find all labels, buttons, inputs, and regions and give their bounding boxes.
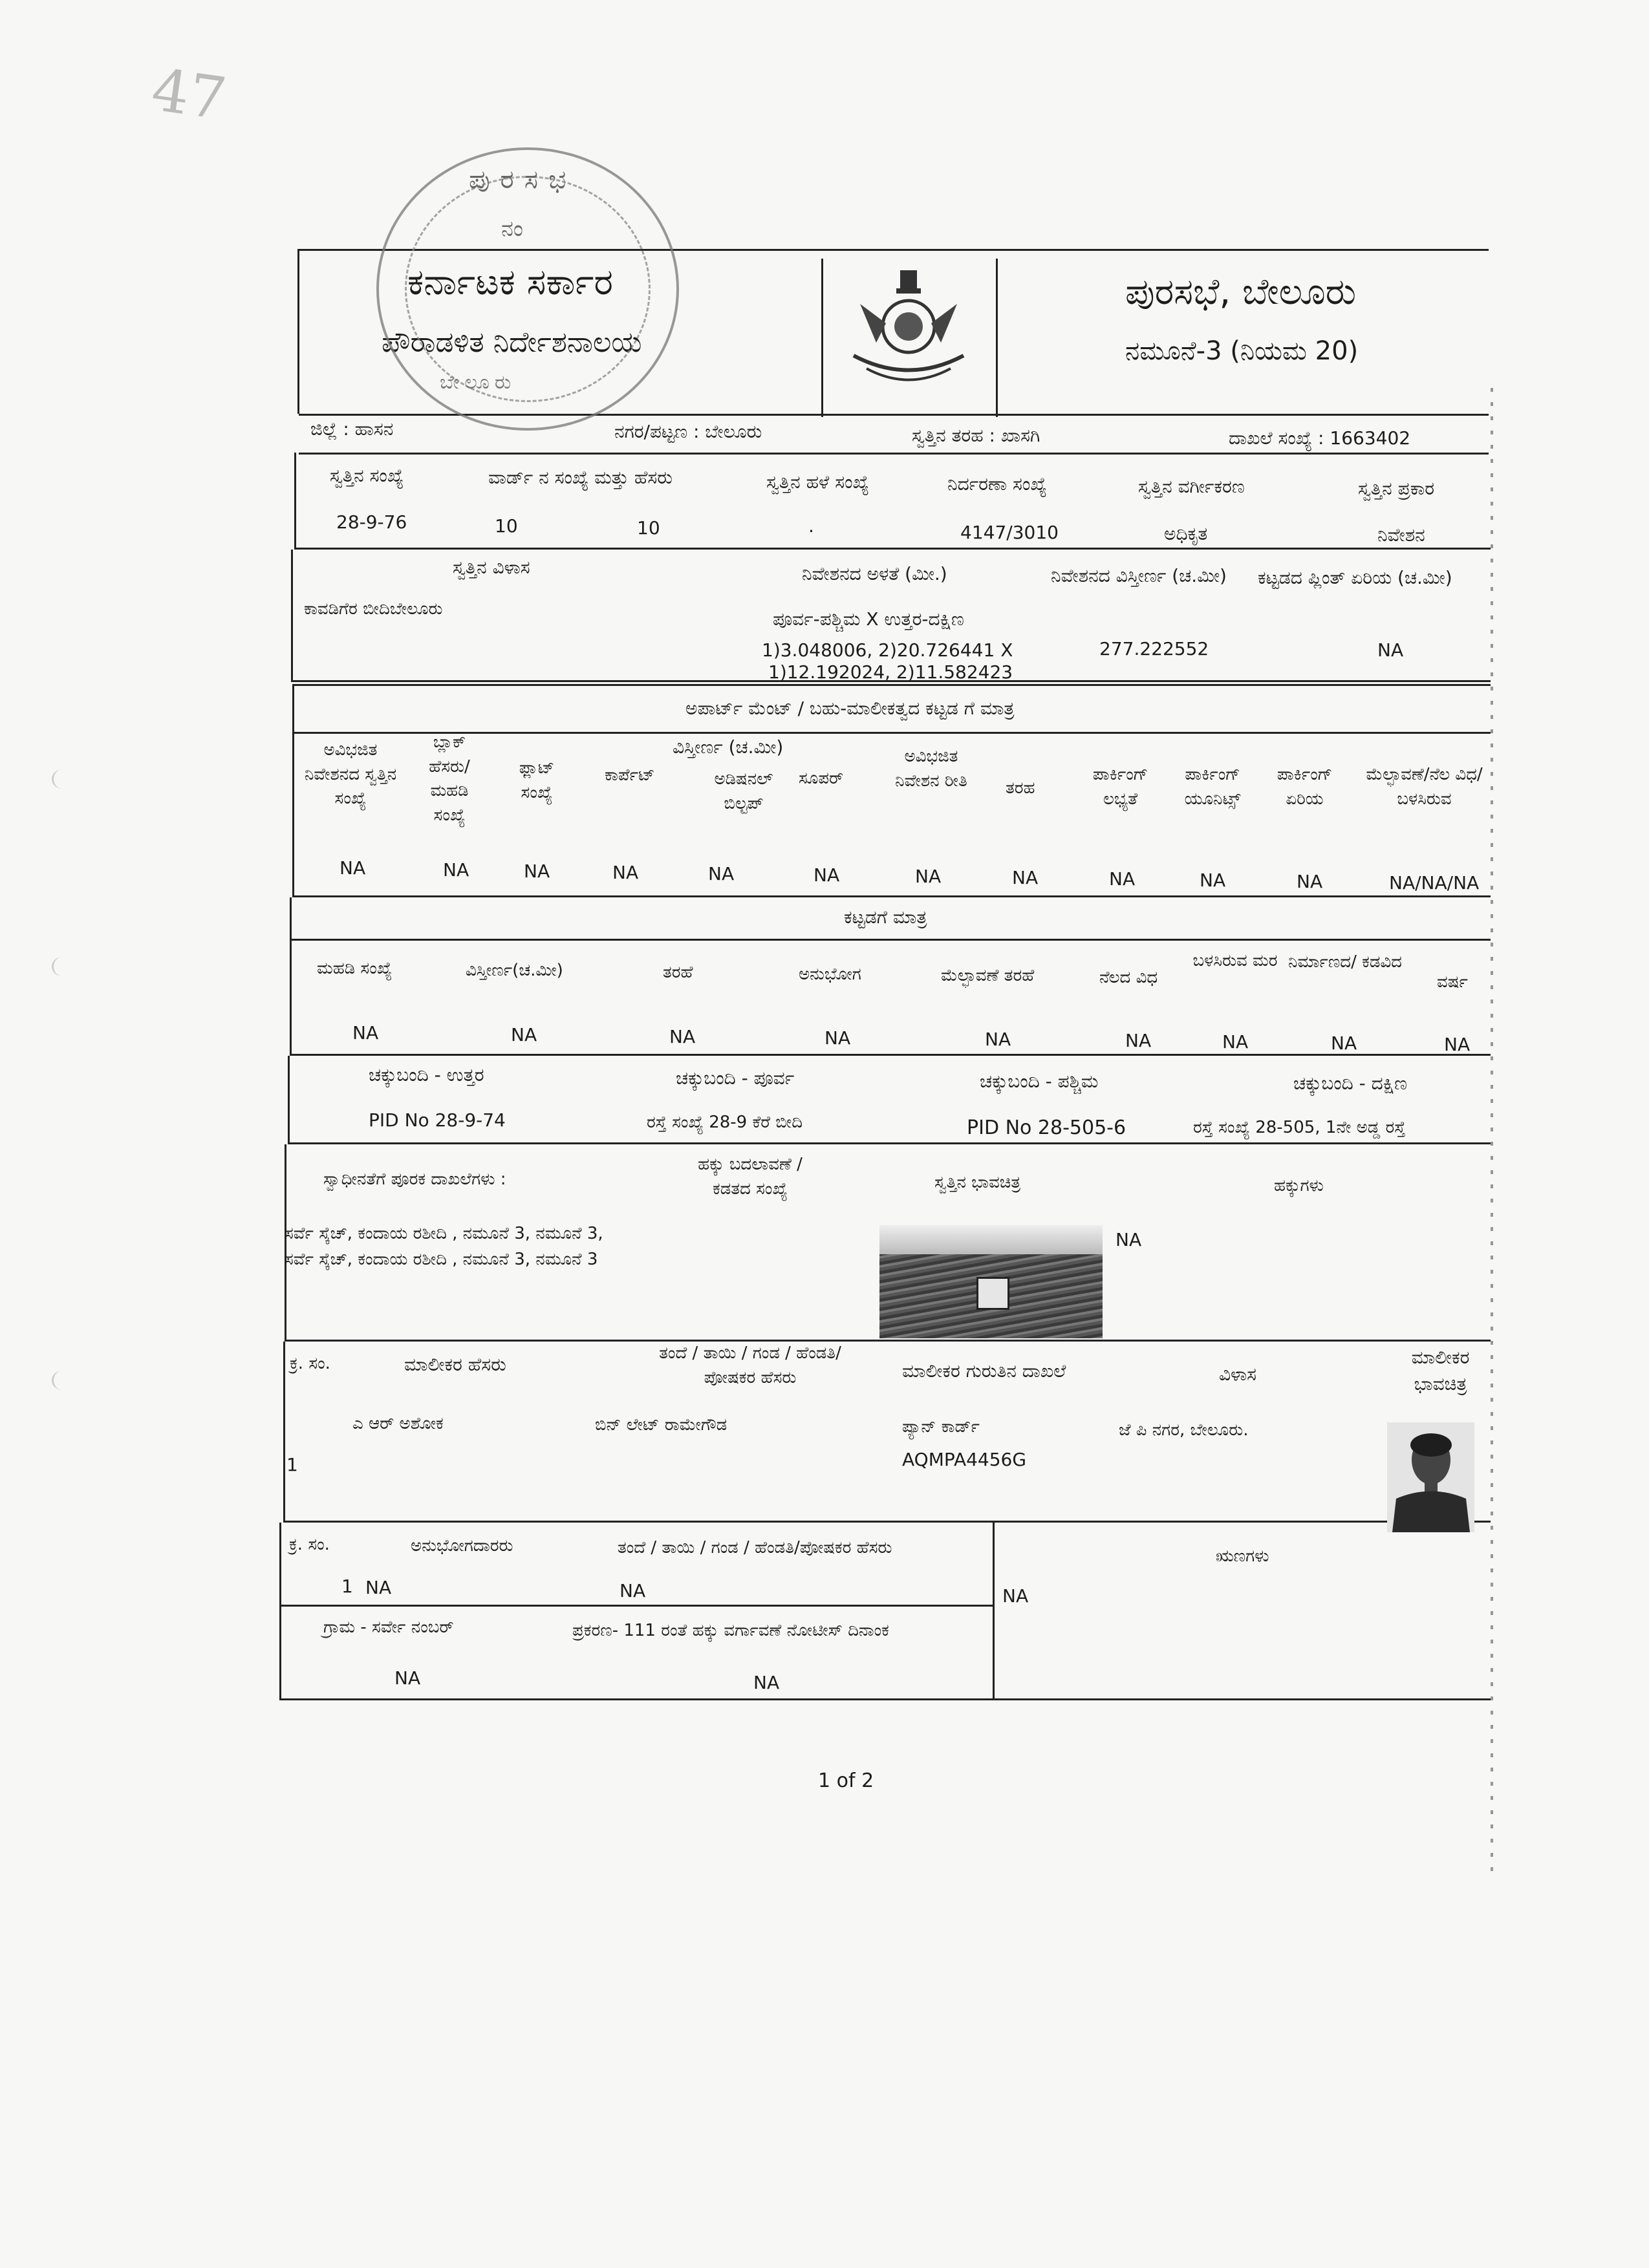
- municipality-title: ಪುರಸಭೆ, ಬೇಲೂರು: [1125, 271, 1357, 313]
- property-type-field: ಸ್ವತ್ತಿನ ತರಹ : ಖಾಸಗಿ: [912, 425, 1040, 446]
- property-photo-label: ಸ್ವತ್ತಿನ ಭಾವಚಿತ್ರ: [934, 1173, 1021, 1192]
- district-field: ಜಿಲ್ಲೆ : ಹಾಸನ: [310, 418, 394, 440]
- binder-mark: [52, 1371, 73, 1390]
- property-photo-house: [976, 1277, 1009, 1310]
- apartment-area-group: ವಿಸ್ತೀರ್ಣ (ಚ.ಮೀ): [673, 736, 784, 758]
- bld-header-type: ತರಹೆ: [663, 963, 693, 982]
- boundary-south-label: ಚಕ್ಕುಬಂದಿ - ದಕ್ಷಿಣ: [1293, 1073, 1408, 1094]
- property-header-2: ವಾರ್ಡ್ ನ ಸಂಖ್ಯೆ ಮತ್ತು ಹೆಸರು: [488, 467, 673, 488]
- property-header-3: ಸ್ವತ್ತಿನ ಹಳೆ ಸಂಖ್ಯೆ: [766, 471, 869, 493]
- site-area-value: 277.222552: [1099, 638, 1209, 659]
- owner-id-type: ಪ್ಯಾನ್ ಕಾರ್ಡ್: [902, 1417, 980, 1437]
- building-title: ಕಟ್ಟಡಗೆ ಮಾತ್ರ: [844, 906, 927, 928]
- property-photo-sky: [879, 1225, 1103, 1254]
- occupant-divider: [993, 1523, 995, 1700]
- form-name: ನಮೂನೆ-3 (ನಿಯಮ 20): [1125, 336, 1359, 366]
- binder-mark: [52, 957, 73, 976]
- table-left-border: [297, 249, 299, 414]
- apt-value-super: NA: [814, 864, 840, 886]
- apt-value-parking-units: NA: [1200, 870, 1226, 891]
- directorate-title: ಪೌರಾಡಳಿತ ನಿರ್ದೇಶನಾಲಯ: [382, 326, 642, 359]
- owner-id-header: ಮಾಲೀಕರ ಗುರುತಿನ ದಾಖಲೆ: [902, 1360, 1066, 1382]
- state-govt-title: ಕರ್ನಾಟಕ ಸರ್ಕಾರ: [407, 261, 614, 303]
- owner-name-header: ಮಾಲೀಕರ ಹೆಸರು: [404, 1354, 506, 1375]
- transfer-notice-value: NA: [753, 1672, 780, 1693]
- apt-header-additional: ಅಡಿಷನಲ್ ಬಿಲ್ಟಪ್: [714, 769, 773, 813]
- bld-value-area: NA: [511, 1024, 537, 1045]
- apt-header-parking-avail: ಪಾರ್ಕಿಂಗ್ ಲಭ್ಯತೆ: [1092, 765, 1148, 809]
- dimension-line-1: 1)3.048006, 2)20.726441 X: [762, 639, 1013, 661]
- address-label: ಸ್ವತ್ತಿನ ವಿಳಾಸ: [453, 557, 530, 578]
- building-title-border: [291, 939, 1491, 941]
- boundary-north-label: ಚಕ್ಕುಬಂದಿ - ಉತ್ತರ: [369, 1064, 484, 1086]
- header-divider-2: [996, 259, 998, 417]
- bld-value-wood: NA: [1222, 1031, 1249, 1053]
- bld-header-floor-type: ನೆಲದ ವಿಧ: [1099, 968, 1158, 987]
- owner-relation: ಬಿನ್ ಲೇಟ್ ರಾಮೇಗೌಡ: [595, 1415, 727, 1435]
- boundary-east-label: ಚಕ್ಕುಬಂದಿ - ಪೂರ್ವ: [676, 1067, 795, 1089]
- bld-header-year: ವರ್ಷ: [1437, 972, 1468, 992]
- bld-header-usage: ಅನುಭೋಗ: [799, 965, 861, 984]
- property-header-4: ನಿರ್ದರಣಾ ಸಂಖ್ಯೆ: [947, 473, 1047, 495]
- apt-value-parking-area: NA: [1297, 871, 1323, 892]
- occupant-sno-header: ಕ್ರ. ಸಂ.: [289, 1535, 330, 1554]
- apt-value-block: NA: [443, 859, 469, 881]
- bld-value-type: NA: [669, 1026, 696, 1047]
- binder-mark: [52, 769, 73, 789]
- property-kind: ನಿವೇಶನ: [1377, 524, 1425, 546]
- apt-value-type: NA: [1012, 867, 1039, 888]
- owner-sno-header: ಕ್ರ. ಸಂ.: [290, 1354, 330, 1373]
- property-header-6: ಸ್ವತ್ತಿನ ಪ್ರಕಾರ: [1358, 478, 1435, 499]
- apt-value-parking-avail: NA: [1109, 868, 1136, 890]
- rights-value: NA: [1116, 1229, 1142, 1250]
- owner-address-header: ವಿಳಾಸ: [1219, 1364, 1257, 1385]
- apt-value-undivided: NA: [339, 857, 366, 879]
- apt-header-block: ಬ್ಲಾಕ್ ಹೆಸರು/ ಮಹಡಿ ಸಂಖ್ಯೆ: [429, 733, 470, 826]
- occupant-mid-border: [281, 1605, 993, 1607]
- scan-edge: [1491, 388, 1493, 1875]
- owner-address: ಜೆ ಪಿ ನಗರ, ಬೇಲೂರು.: [1119, 1420, 1249, 1440]
- apartment-title: ಅಪಾರ್ಟ್ ಮೆಂಟ್ / ಬಹು-ಮಾಲೀಕತ್ವದ ಕಟ್ಟಡ ಗೆ ಮಾತ್ರ: [685, 698, 1015, 719]
- boundary-west-label: ಚಕ್ಕುಬಂದಿ - ಪಶ್ಚಿಮ: [980, 1071, 1099, 1092]
- old-number: .: [808, 515, 814, 537]
- village-survey-value: NA: [394, 1667, 421, 1689]
- apt-header-undivided: ಅವಿಭಜಿತ ನಿವೇಶನದ ಸ್ವತ್ತಿನ ಸಂಖ್ಯೆ: [304, 740, 397, 809]
- property-header-5: ಸ್ವತ್ತಿನ ವರ್ಗೀಕರಣ: [1138, 476, 1245, 497]
- plinth-label: ಕಟ್ಟಡದ ಪ್ಲಿಂತ್ ಏರಿಯ (ಚ.ಮೀ): [1258, 567, 1452, 588]
- address-value: ಕಾವಡಿಗೆರ ಬೀದಿಬೇಲೂರು: [304, 599, 443, 619]
- town-field: ನಗರ/ಪಟ್ಟಣ : ಬೇಲೂರು: [614, 421, 762, 442]
- classification: ಅಧಿಕೃತ: [1164, 523, 1208, 544]
- apt-header-parking-area: ಪಾರ್ಕಿಂಗ್ ಏರಿಯ: [1277, 765, 1333, 809]
- occupant-name: NA: [365, 1577, 392, 1598]
- boundary-west-value: PID No 28-505-6: [967, 1117, 1126, 1139]
- apt-header-type: ತರಹ: [1006, 778, 1035, 798]
- apt-value-undivided-type: NA: [915, 866, 942, 887]
- owner-relation-header: ತಂದೆ / ತಾಯಿ / ಗಂಡ / ಹೆಂಡತಿ/ಪೋಷಕರ ಹೆಸರು: [659, 1343, 841, 1387]
- margin-note: 47: [147, 56, 231, 134]
- occupant-relation-header: ತಂದೆ / ತಾಯಿ / ಗಂಡ / ಹೆಂಡತಿ/ಪೋಷಕರ ಹೆಸರು: [618, 1538, 892, 1557]
- header-divider-1: [821, 259, 823, 417]
- liabilities-value: NA: [1002, 1585, 1029, 1607]
- bld-header-construction: ನಿರ್ಮಾಣದ/ ಕಡವಿದ: [1288, 952, 1402, 972]
- karnataka-emblem-icon: [841, 265, 976, 394]
- rights-label: ಹಕ್ಕುಗಳು: [1274, 1176, 1324, 1195]
- dimension-sub: ಪೂರ್ವ-ಪಶ್ಚಿಮ X ಉತ್ತರ-ದಕ್ಷಿಣ: [773, 608, 964, 630]
- apt-value-carpet: NA: [612, 862, 639, 883]
- apt-header-roof: ಮೆಲ್ಛಾವಣೆ/ನೆಲ ವಿಧ/ಬಳಸಿರುವ: [1366, 765, 1483, 809]
- owner-photo: [1387, 1422, 1474, 1532]
- bld-value-year: NA: [1444, 1034, 1471, 1055]
- apt-header-super: ಸೂಪರ್: [799, 769, 844, 788]
- apt-header-undivided-type: ಅವಿಭಜಿತ ನಿವೇಶನ ರೀತಿ: [895, 747, 967, 791]
- owner-id-number: AQMPA4456G: [902, 1449, 1027, 1470]
- owner-sno: 1: [286, 1454, 298, 1475]
- bld-value-floor: NA: [352, 1022, 379, 1043]
- plinth-value: NA: [1377, 639, 1404, 661]
- occupant-sno: 1: [341, 1576, 353, 1597]
- apt-header-parking-units: ಪಾರ್ಕಿಂಗ್ ಯೂನಿಟ್ಸ್: [1184, 765, 1241, 809]
- page-number: 1 of 2: [818, 1770, 874, 1792]
- village-survey-label: ಗ್ರಾಮ - ಸರ್ವೇ ನಂಬರ್: [323, 1618, 454, 1637]
- stamp-text-bottom: ಬೇಲೂರು: [440, 371, 517, 394]
- bld-header-area: ವಿಸ್ತೀರ್ಣ(ಚ.ಮೀ): [466, 961, 563, 980]
- occupant-relation: NA: [620, 1580, 646, 1601]
- liabilities-header: ಋಣಗಳು: [1216, 1546, 1269, 1566]
- apt-header-carpet: ಕಾರ್ಪೆಟ್: [605, 765, 655, 785]
- site-area-label: ನಿವೇಶನದ ವಿಸ್ತೀರ್ಣ (ಚ.ಮೀ): [1051, 565, 1227, 586]
- property-section: [294, 453, 1491, 550]
- apt-value-roof: NA/NA/NA: [1389, 872, 1480, 893]
- property-photo: [879, 1225, 1103, 1338]
- bld-value-roof-type: NA: [985, 1029, 1011, 1050]
- assessment-number: 4147/3010: [960, 522, 1059, 543]
- boundary-east-value: ರಸ್ತೆ ಸಂಖ್ಯೆ 28-9 ಕೆರೆ ಬೀದಿ: [647, 1113, 803, 1132]
- documents-label: ಸ್ವಾಧೀನತೆಗೆ ಪೂರಕ ದಾಖಲೆಗಳು :: [323, 1170, 506, 1189]
- owner-name: ಎ ಆರ್ ಅಶೋಕ: [352, 1414, 444, 1433]
- transfer-notice-label: ಪ್ರಕರಣ- 111 ರಂತೆ ಹಕ್ಕು ವರ್ಗಾವಣೆ ನೋಟೀಸ್ ದಿನಾಂಕ: [572, 1621, 889, 1640]
- transfer-label: ಹಕ್ಕು ಬದಲಾವಣೆ / ಕಡತದ ಸಂಖ್ಯೆ: [698, 1155, 803, 1199]
- property-header-1: ಸ್ವತ್ತಿನ ಸಂಖ್ಯೆ: [330, 465, 404, 486]
- owner-photo-header: ಮಾಲೀಕರ ಭಾವಚಿತ್ರ: [1411, 1347, 1470, 1395]
- bld-header-wood: ಬಳಸಿರುವ ಮರ: [1192, 951, 1278, 970]
- apt-value-additional: NA: [708, 863, 735, 884]
- apt-value-flat: NA: [524, 861, 550, 882]
- record-number-field: ದಾಖಲೆ ಸಂಖ್ಯೆ : 1663402: [1229, 427, 1411, 449]
- boundary-north-value: PID No 28-9-74: [369, 1109, 506, 1131]
- dimension-label: ನಿವೇಶನದ ಅಳತೆ (ಮೀ.): [802, 563, 947, 584]
- apt-header-flat: ಫ್ಲಾಟ್ ಸಂಖ್ಯೆ: [519, 758, 555, 802]
- bld-value-construction: NA: [1331, 1032, 1357, 1054]
- bld-header-floor: ಮಹಡಿ ಸಂಖ್ಯೆ: [317, 959, 393, 978]
- property-number: 28-9-76: [336, 511, 407, 533]
- stamp-text-top: ಪುರಸಭ: [469, 165, 577, 195]
- stamp-text-mid: ನಂ: [501, 216, 523, 242]
- boundary-south-value: ರಸ್ತೆ ಸಂಖ್ಯೆ 28-505, 1ನೇ ಅಡ್ಡ ರಸ್ತೆ: [1193, 1118, 1406, 1137]
- bld-value-floor-type: NA: [1125, 1030, 1152, 1051]
- ward-number: 10: [495, 515, 518, 537]
- occupant-name-header: ಅನುಭೋಗದಾರರು: [411, 1536, 513, 1556]
- dimension-line-2: 1)12.192024, 2)11.582423: [768, 661, 1013, 683]
- documents-list: ಸರ್ವೆ ಸ್ಕೆಚ್, ಕಂದಾಯ ರಶೀದಿ , ನಮೂನೆ 3, ನಮೂನೆ 3, ಸರ್ವೆ ಸ್ಕೆಚ್, ಕಂದಾಯ ರಶೀದಿ , ನಮೂನೆ 3, ನಮೂನೆ 3: [285, 1224, 603, 1270]
- ward-name: 10: [637, 517, 660, 539]
- bld-header-roof-type: ಮೆಲ್ಛಾವಣೆ ತರಹೆ: [941, 966, 1035, 985]
- bld-value-usage: NA: [824, 1027, 851, 1049]
